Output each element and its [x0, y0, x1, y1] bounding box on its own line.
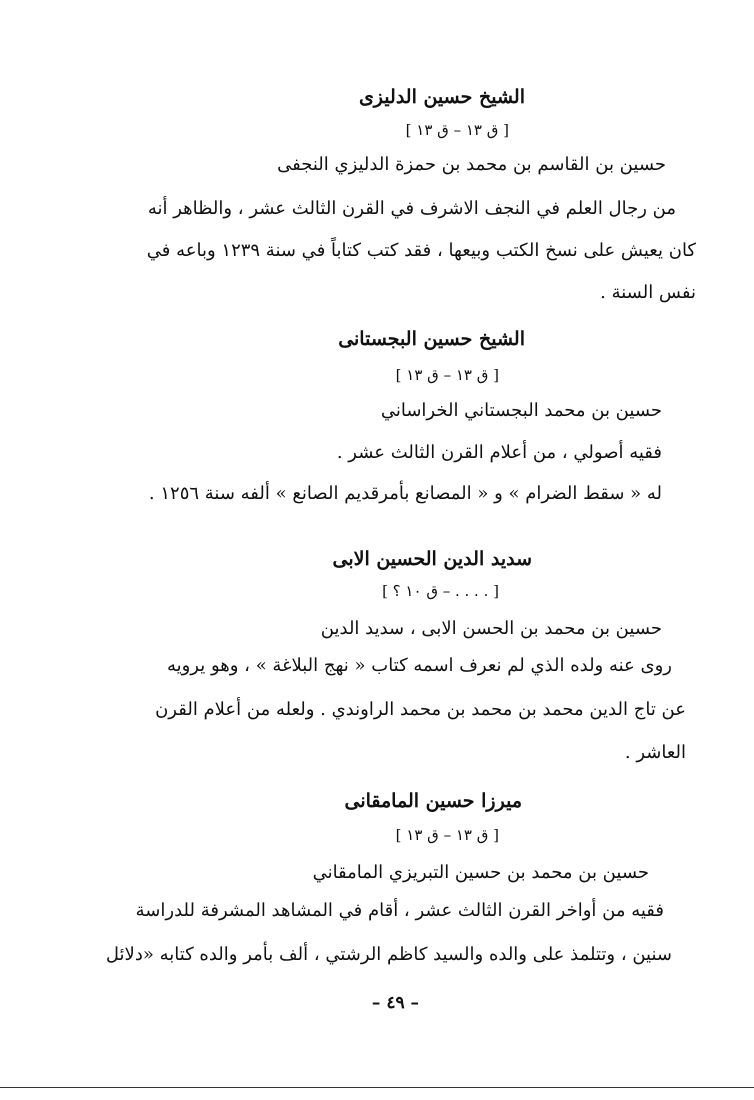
entry-text-line: من رجال العلم في النجف الاشرف في القرن الثالث عشر ، والظاهر أنه [147, 198, 676, 219]
entry-text-line: حسين بن محمد بن حسين التبريزي المامقاني [312, 862, 649, 883]
entry-date-range: [ ق ١٣ – ق ١٣ ] [395, 366, 499, 384]
entry-text-line: فقيه من أواخر القرن الثالث عشر ، أقام في المشاهد المشرفة للدراسة [135, 900, 664, 921]
entry-text-line: حسين بن القاسم بن محمد بن حمزة الدليزي النجفى [277, 154, 666, 175]
entry-date-range: [ ق ١٣ – ق ١٣ ] [405, 121, 509, 139]
entry-text-line: كان يعيش على نسخ الكتب وبيعها ، فقد كتب كتاباً في سنة ١٢٣٩ وباعه في [146, 240, 696, 261]
page-number: – ٤٩ – [371, 993, 419, 1013]
entry-title: الشيخ حسين البجستانى [338, 328, 525, 350]
entry-text-line: عن تاج الدين محمد بن محمد بن محمد الراوندي . ولعله من أعلام القرن [155, 699, 686, 720]
entry-title: ميرزا حسين المامقانى [344, 790, 522, 812]
entry-title: الشيخ حسين الدليزى [358, 86, 525, 108]
entry-date-range: [ ق ١٣ – ق ١٣ ] [395, 826, 499, 844]
entry-title: سديد الدين الحسين الابى [332, 548, 532, 570]
entry-text-line: له « سقط الضرام » و « المصانع بأمرقديم الصانع » ألفه سنة ١٢٥٦ . [148, 483, 662, 504]
entry-text-line: حسين بن محمد البجستاني الخراساني [380, 400, 662, 421]
entry-text-line: فقيه أصولي ، من أعلام القرن الثالث عشر . [336, 442, 662, 463]
entry-date-range: [ . . . . – ق ١٠ ؟ ] [382, 582, 499, 600]
entry-text-line: نفس السنة . [600, 282, 696, 303]
entry-text-line: العاشر . [624, 742, 686, 763]
entry-text-line: حسين بن محمد بن الحسن الابى ، سديد الدين [320, 618, 662, 639]
bottom-rule [0, 1087, 754, 1088]
entry-text-line: روى عنه ولده الذي لم نعرف اسمه كتاب « نهج البلاغة » ، وهو يرويه [166, 655, 672, 676]
entry-text-line: سنين ، وتتلمذ على والده والسيد كاظم الرشتي ، ألف بأمر والده كتابه «دلائل [105, 944, 672, 965]
